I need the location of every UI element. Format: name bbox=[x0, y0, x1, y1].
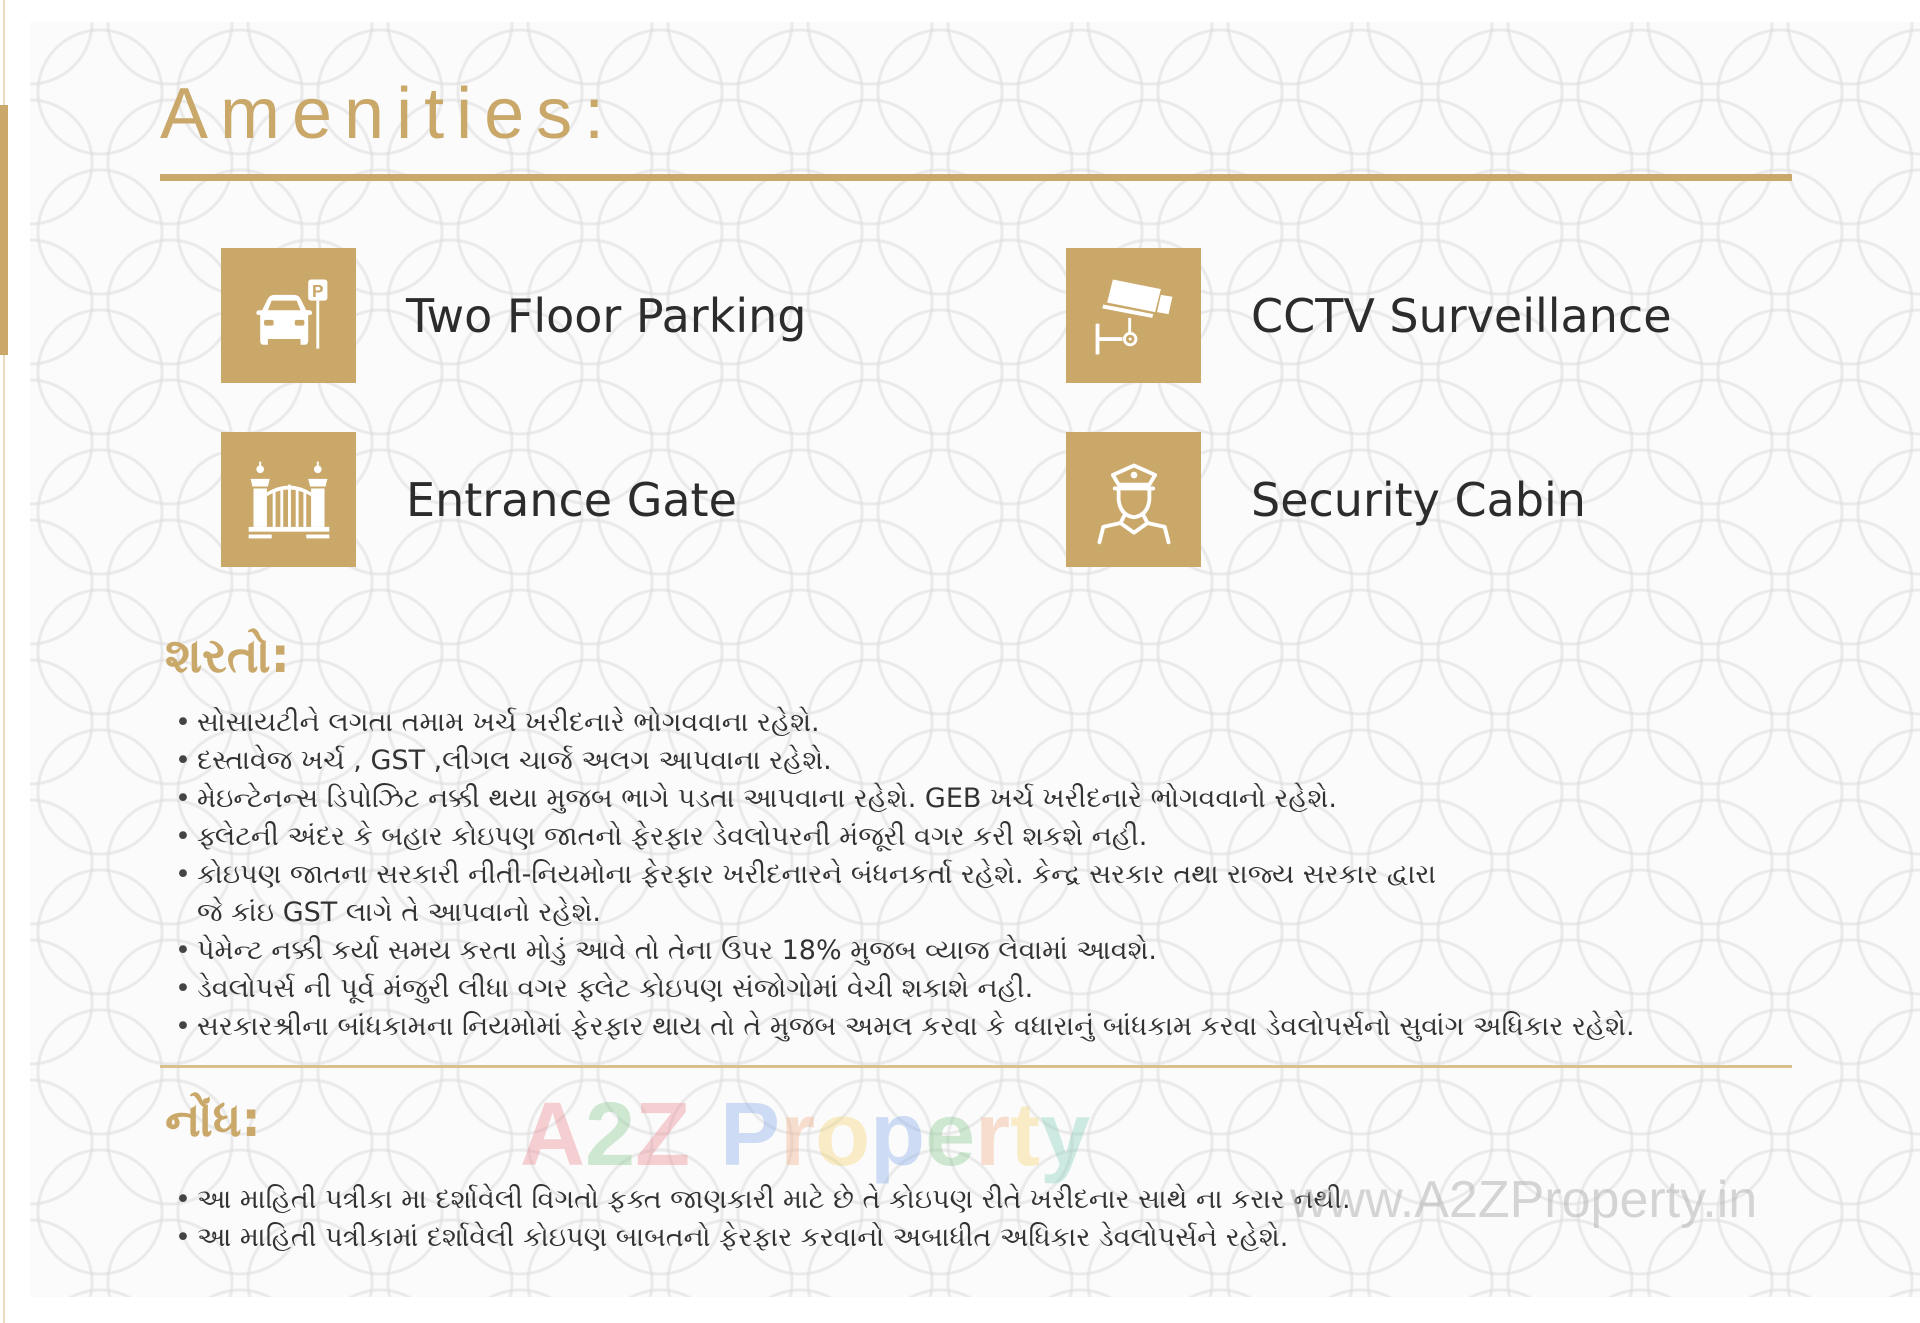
terms-item bbox=[175, 704, 1635, 742]
security-guard-icon bbox=[1066, 432, 1201, 567]
bullet: • bbox=[175, 1184, 191, 1215]
terms-item bbox=[175, 856, 1635, 932]
gate-icon bbox=[221, 432, 356, 567]
watermark-letter: A bbox=[520, 1085, 585, 1185]
terms-item-text: સોસાયટીને લગતા તમામ ખર્ચ ખરીદનારે ભોગવવાના રહેશે. bbox=[197, 707, 820, 738]
watermark-letter: P bbox=[720, 1085, 781, 1185]
bullet: • bbox=[175, 935, 191, 966]
terms-item-text: ડેવલોપર્સ ની પૂર્વ મંજુરી લીધા વગર ફ્લેટ કોઇપણ સંજોગોમાં વેચી શકાશે નહી. bbox=[197, 973, 1034, 1004]
car-parking-icon bbox=[221, 248, 356, 383]
svg-text:P: P bbox=[311, 280, 324, 301]
amenity-label: Security Cabin bbox=[1251, 472, 1586, 527]
amenity-cctv-surveillance bbox=[1066, 248, 1672, 383]
watermark-letter: Z bbox=[635, 1085, 691, 1185]
amenity-security-cabin bbox=[1066, 432, 1586, 567]
watermark-letter: 2 bbox=[585, 1085, 636, 1185]
notes-list bbox=[175, 1181, 1351, 1257]
amenity-label: Two Floor Parking bbox=[406, 288, 807, 343]
watermark-letter: p bbox=[870, 1085, 926, 1185]
a2z-property-watermark-logo bbox=[520, 1085, 1091, 1185]
notes-heading: નોંધ: bbox=[165, 1092, 261, 1148]
notes-item-text: આ માહિતી પત્રીકા મા દર્શાવેલી વિગતો ફક્ત જાણકારી માટે છે તે કોઇપણ રીતે ખરીદનાર સાથે ના કરાર નથી. bbox=[197, 1184, 1351, 1215]
terms-item bbox=[175, 742, 1635, 780]
watermark-letter: o bbox=[815, 1085, 871, 1185]
page-title: Amenities: bbox=[160, 74, 617, 154]
section-divider bbox=[160, 1065, 1792, 1068]
terms-item bbox=[175, 818, 1635, 856]
bullet: • bbox=[175, 745, 191, 776]
bullet: • bbox=[175, 1222, 191, 1253]
notes-item-text: આ માહિતી પત્રીકામાં દર્શાવેલી કોઇપણ બાબતનો ફેરફાર કરવાનો અબાધીત અધિકાર ડેવલોપર્સને રહેશે. bbox=[197, 1222, 1289, 1253]
amenity-entrance-gate bbox=[221, 432, 737, 567]
watermark-letter: t bbox=[1010, 1085, 1041, 1185]
watermark-letter: r bbox=[780, 1085, 816, 1185]
notes-item bbox=[175, 1181, 1351, 1219]
notes-item bbox=[175, 1219, 1351, 1257]
amenity-two-floor-parking bbox=[221, 248, 806, 383]
amenity-label: Entrance Gate bbox=[406, 472, 737, 527]
terms-item bbox=[175, 932, 1635, 970]
watermark-letter: r bbox=[975, 1085, 1011, 1185]
terms-item-text: કોઇપણ જાતના સરકારી નીતી-નિયમોના ફેરફાર ખરીદનારને બંધનકર્તા રહેશે. કેન્દ્ર સરકાર તથા રાજ્ય સરકાર દ્વારા bbox=[197, 859, 1437, 890]
bullet: • bbox=[175, 783, 191, 814]
watermark-letter: e bbox=[925, 1085, 976, 1185]
title-underline bbox=[160, 174, 1792, 181]
cctv-camera-icon bbox=[1066, 248, 1201, 383]
terms-heading: શરતો: bbox=[165, 628, 290, 684]
terms-item-text: દસ્તાવેજ ખર્ચ , GST ,લીગલ ચાર્જ અલગ આપવાના રહેશે. bbox=[197, 745, 832, 776]
bullet: • bbox=[175, 707, 191, 738]
watermark-letter: y bbox=[1040, 1085, 1091, 1185]
bullet: • bbox=[175, 1011, 191, 1042]
bullet: • bbox=[175, 821, 191, 852]
terms-item bbox=[175, 970, 1635, 1008]
terms-item-text: પેમેન્ટ નક્કી કર્યા સમય કરતા મોડું આવે તો તેના ઉપર 18% મુજબ વ્યાજ લેવામાં આવશે. bbox=[197, 935, 1157, 966]
terms-item-text: મેઇન્ટેનન્સ ડિપોઝિટ નક્કી થયા મુજબ ભાગે પડતા આપવાના રહેશે. GEB ખર્ચ ખરીદનારે ભોગવવાનો રહેશે. bbox=[197, 783, 1337, 814]
bullet: • bbox=[175, 859, 191, 890]
amenity-label: CCTV Surveillance bbox=[1251, 288, 1672, 343]
terms-item-continuation: જે કાંઇ GST લાગે તે આપવાનો રહેશે. bbox=[197, 897, 601, 928]
bullet: • bbox=[175, 973, 191, 1004]
terms-item bbox=[175, 1008, 1635, 1046]
terms-item bbox=[175, 780, 1635, 818]
terms-item-text: સરકારશ્રીના બાંધકામના નિયમોમાં ફેરફાર થાય તો તે મુજબ અમલ કરવા કે વધારાનું બાંધકામ કરવા ડેવલોપર્સનો સુવાંગ અધિકાર રહેશે. bbox=[197, 1011, 1635, 1042]
watermark-url: www.A2ZProperty.in bbox=[1290, 1171, 1758, 1229]
terms-list bbox=[175, 704, 1635, 1046]
terms-item-text: ફ્લેટની અંદર કે બહાર કોઇપણ જાતનો ફેરફાર ડેવલોપરની મંજૂરી વગર કરી શકશે નહી. bbox=[197, 821, 1148, 852]
